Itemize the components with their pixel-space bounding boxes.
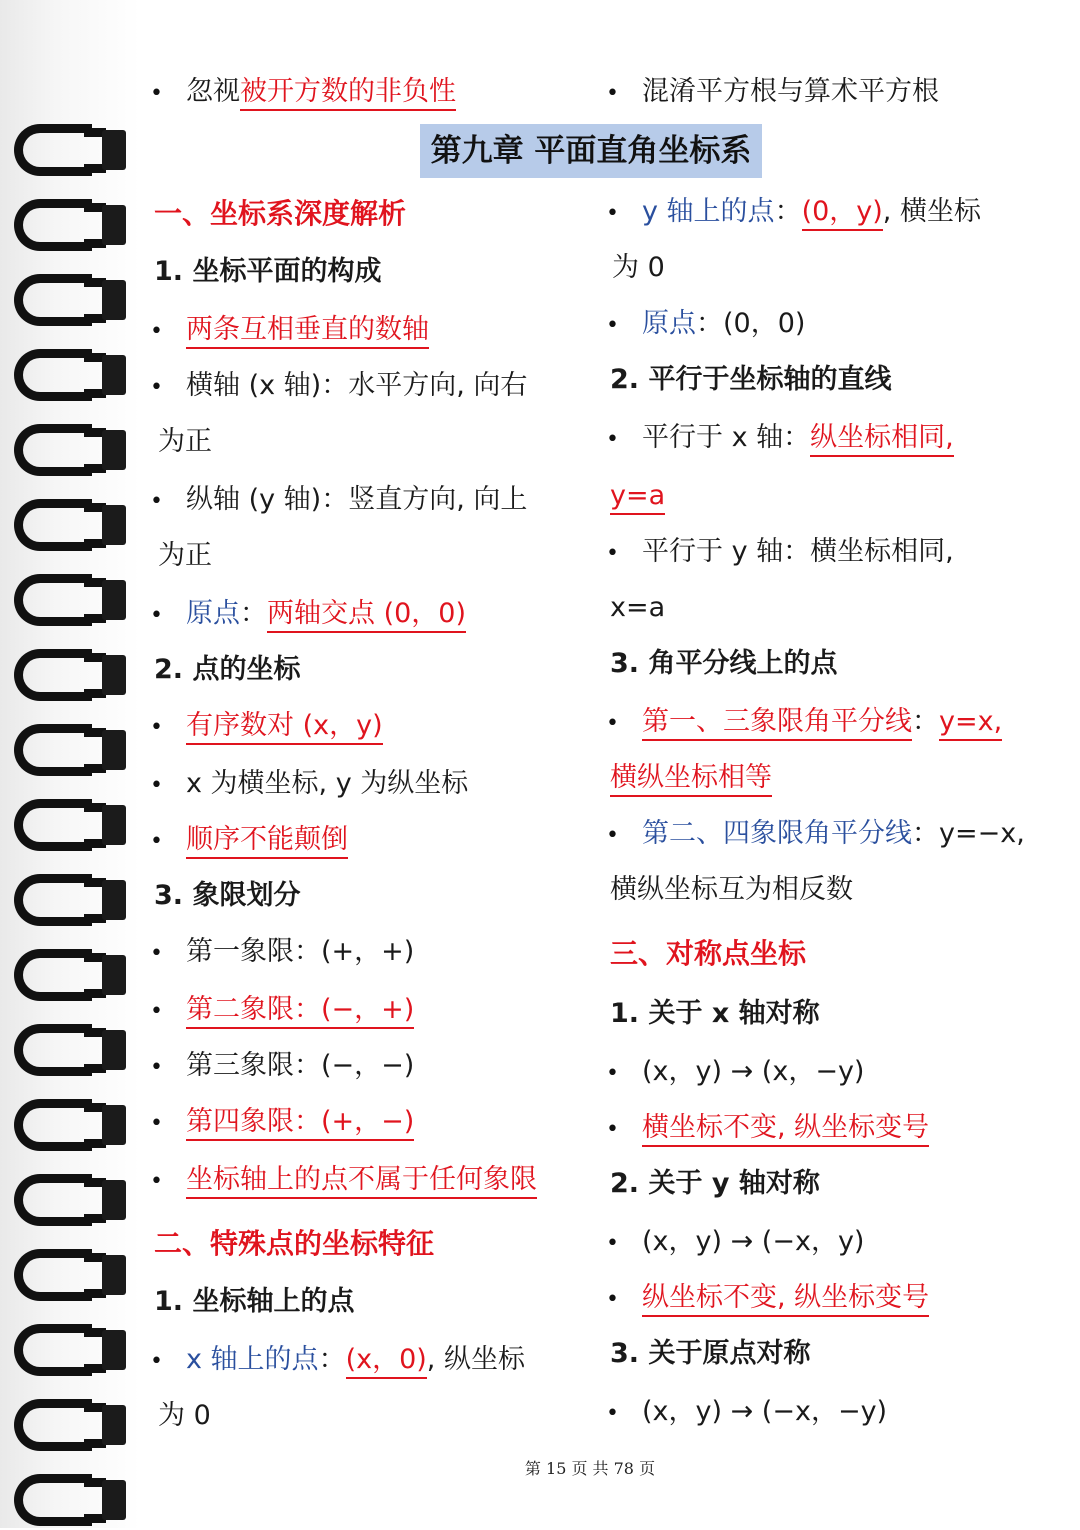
list-item: • 第二象限：(−，+)	[150, 992, 414, 1030]
spiral-ring	[14, 799, 126, 855]
bullet-icon: •	[606, 313, 619, 338]
bullet-icon: •	[606, 1231, 619, 1256]
list-item: • 平行于 x 轴：纵坐标相同,	[606, 420, 954, 458]
bullet-icon: •	[150, 319, 163, 344]
list-item-continuation: 为 0	[612, 252, 665, 283]
top-right-bullet: • 混淆平方根与算术平方根	[606, 74, 939, 112]
list-item: • (x，y) → (−x，−y)	[606, 1394, 887, 1432]
bullet-icon: •	[606, 711, 619, 736]
list-item: • 纵轴 (y 轴)：竖直方向, 向上	[150, 482, 527, 520]
bullet-icon: •	[606, 427, 619, 452]
bullet-icon: •	[150, 603, 163, 628]
subheading: 1. 关于 x 轴对称	[610, 998, 820, 1029]
spiral-ring	[14, 874, 126, 930]
list-item: • (x，y) → (−x，y)	[606, 1224, 864, 1262]
bullet-icon: •	[150, 1111, 163, 1136]
bullet-icon: •	[606, 823, 619, 848]
bullet-icon: •	[606, 1117, 619, 1142]
list-item-continuation: 为 0	[158, 1400, 211, 1431]
spiral-ring	[14, 1399, 126, 1455]
bullet-icon: •	[150, 1169, 163, 1194]
bullet-icon: •	[150, 999, 163, 1024]
subheading: 1. 坐标轴上的点	[154, 1286, 355, 1317]
bullet-icon: •	[606, 1401, 619, 1426]
list-item: • 两条互相垂直的数轴	[150, 312, 429, 350]
bullet-icon: •	[150, 715, 163, 740]
notebook-spiral-binding	[0, 0, 140, 1528]
subheading: 1. 坐标平面的构成	[154, 256, 382, 287]
list-item-continuation: x=a	[610, 592, 666, 623]
list-item-continuation: 为正	[158, 426, 212, 457]
subheading: 2. 点的坐标	[154, 654, 301, 685]
list-item: • 第二、四象限角平分线：y=−x,	[606, 816, 1025, 854]
list-item: • 第三象限：(−，−)	[150, 1048, 414, 1086]
subheading: 3. 角平分线上的点	[610, 648, 838, 679]
spiral-ring	[14, 949, 126, 1005]
spiral-ring	[14, 1249, 126, 1305]
subheading: 2. 平行于坐标轴的直线	[610, 364, 892, 395]
spiral-ring	[14, 274, 126, 330]
section-heading-2: 二、特殊点的坐标特征	[154, 1227, 435, 1260]
spiral-ring	[14, 349, 126, 405]
spiral-ring	[14, 724, 126, 780]
subheading: 3. 象限划分	[154, 880, 301, 911]
bullet-icon: •	[606, 201, 619, 226]
list-item: • 原点：两轴交点 (0，0)	[150, 596, 466, 634]
list-item: • 有序数对 (x，y)	[150, 708, 383, 746]
list-item-continuation: y=a	[610, 478, 665, 514]
list-item: • x 为横坐标, y 为纵坐标	[150, 766, 468, 804]
list-item-continuation: 为正	[158, 540, 212, 571]
list-item: • 纵坐标不变, 纵坐标变号	[606, 1280, 929, 1318]
spiral-ring	[14, 1174, 126, 1230]
spiral-ring	[14, 1324, 126, 1380]
chapter-title: 第九章 平面直角坐标系	[420, 124, 762, 178]
list-item: • 坐标轴上的点不属于任何象限	[150, 1162, 537, 1200]
list-item: • (x，y) → (x，−y)	[606, 1054, 864, 1092]
spiral-ring	[14, 649, 126, 705]
list-item: • 第一、三象限角平分线：y=x,	[606, 704, 1002, 742]
list-item-continuation: 横纵坐标互为相反数	[610, 874, 853, 905]
bullet-icon: •	[150, 81, 163, 106]
list-item: • 顺序不能颠倒	[150, 822, 348, 860]
bullet-icon: •	[150, 375, 163, 400]
spiral-ring	[14, 499, 126, 555]
list-item: • 原点：(0，0)	[606, 306, 805, 344]
list-item-continuation: 横纵坐标相等	[610, 760, 772, 796]
bullet-icon: •	[150, 1349, 163, 1374]
list-item: • 横坐标不变, 纵坐标变号	[606, 1110, 929, 1148]
subheading: 2. 关于 y 轴对称	[610, 1168, 820, 1199]
bullet-icon: •	[150, 773, 163, 798]
bullet-icon: •	[150, 489, 163, 514]
bullet-icon: •	[606, 1061, 619, 1086]
section-heading-3: 三、对称点坐标	[610, 937, 807, 970]
spiral-ring	[14, 1024, 126, 1080]
subheading: 3. 关于原点对称	[610, 1338, 811, 1369]
list-item: • x 轴上的点：(x，0), 纵坐标	[150, 1342, 525, 1380]
section-heading-1: 一、坐标系深度解析	[154, 197, 407, 230]
list-item: • 横轴 (x 轴)：水平方向, 向右	[150, 368, 527, 406]
list-item: • 平行于 y 轴：横坐标相同,	[606, 534, 954, 572]
bullet-icon: •	[606, 81, 619, 106]
page-footer: 第 15 页 共 78 页	[524, 1459, 656, 1478]
list-item: • 第四象限：(+，−)	[150, 1104, 414, 1142]
spiral-ring	[14, 574, 126, 630]
bullet-icon: •	[150, 829, 163, 854]
spiral-ring	[14, 424, 126, 480]
list-item: • y 轴上的点：(0，y), 横坐标	[606, 194, 981, 232]
bullet-icon: •	[606, 1287, 619, 1312]
spiral-ring	[14, 1474, 126, 1530]
spiral-ring	[14, 1099, 126, 1155]
spiral-ring	[14, 124, 126, 180]
bullet-icon: •	[606, 541, 619, 566]
spiral-ring	[14, 199, 126, 255]
bullet-icon: •	[150, 1055, 163, 1080]
bullet-icon: •	[150, 941, 163, 966]
top-left-bullet: • 忽视被开方数的非负性	[150, 74, 456, 112]
list-item: • 第一象限：(+，+)	[150, 934, 414, 972]
